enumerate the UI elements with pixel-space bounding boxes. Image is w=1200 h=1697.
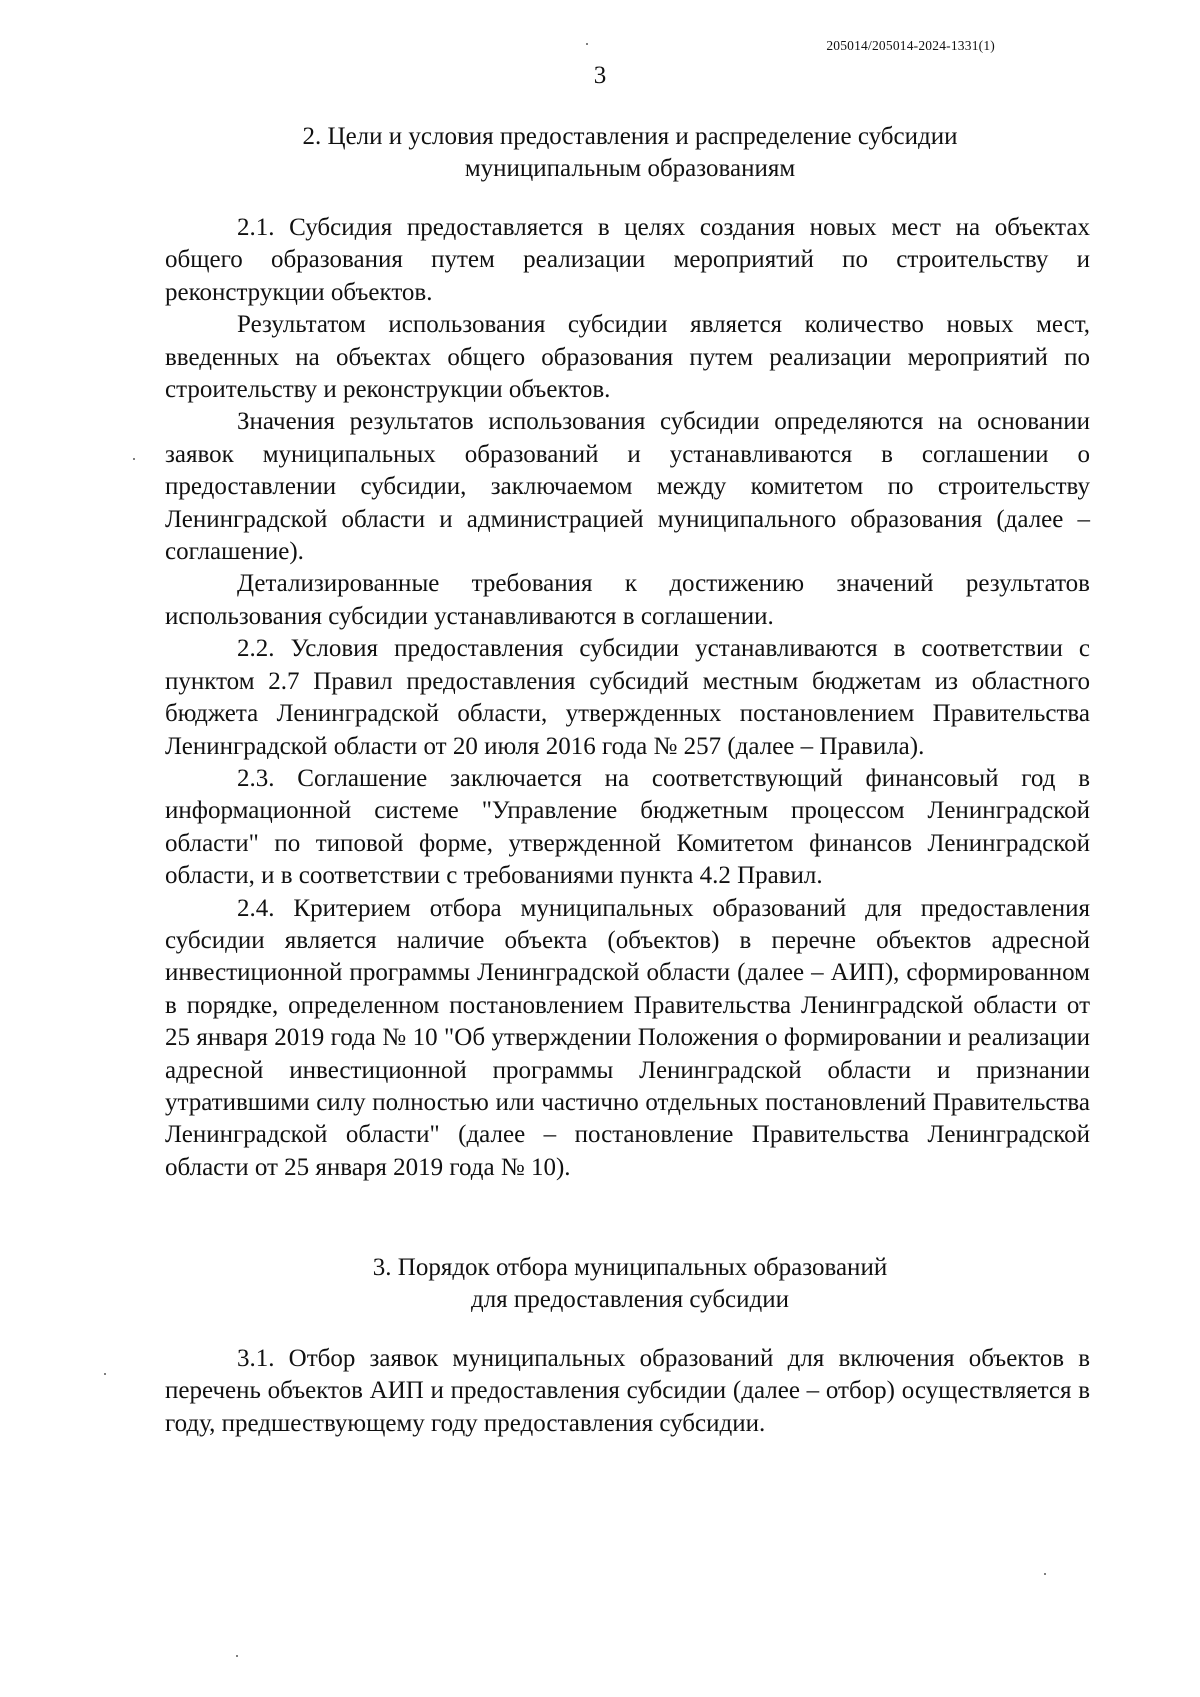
paragraph-result-values: Значения результатов использования субсидии определяются на основании заявок муниципальных образований и устанавливаются в соглашении о предоставлении субсидии, заключаемом между комитетом по строительству Ленинградской области и администрацией муниципального образования (далее – соглашение).	[165, 408, 1090, 566]
scan-speck	[133, 458, 135, 460]
section-2-heading	[170, 121, 1090, 185]
section-3-heading	[170, 1252, 1090, 1316]
document-id: 205014/205014-2024-1331(1)	[826, 38, 995, 53]
paragraph-2-2: 2.2. Условия предоставления субсидии устанавливаются в соответствии с пунктом 2.7 Правил предоставления субсидий местным бюджетам из областного бюджета Ленинградской области, утвержденных постановлением Правительства Ленинградской области от 20 июля 2016 года № 257 (далее – Правила).	[165, 635, 1090, 760]
scan-speck	[1044, 1573, 1046, 1575]
scan-speck	[236, 1655, 238, 1657]
section-3-heading-line-2: для предоставления субсидии	[470, 1286, 790, 1313]
section-2-heading-line-2: муниципальным образованиям	[464, 155, 796, 182]
paragraph-2-4: 2.4. Критерием отбора муниципальных образований для предоставления субсидии является наличие объекта (объектов) в перечне объектов адресной инвестиционной программы Ленинградской области (далее – АИП), сформированном в порядке, определенном постановлением Правительства Ленинградской области от 25 января 2019 года № 10 "Об утверждении Положения о формировании и реализации адресной инвестиционной программы Ленинградской области и признании утратившими силу полностью или частично отдельных постановлений Правительства Ленинградской области" (далее – постановление Правительства Ленинградской области от 25 января 2019 года № 10).	[165, 894, 1090, 1181]
section-3-heading-line-1: 3. Порядок отбора муниципальных образований	[372, 1254, 888, 1281]
section-3-body	[165, 1343, 1090, 1440]
scan-speck	[104, 1373, 106, 1375]
paragraph-3-1: 3.1. Отбор заявок муниципальных образований для включения объектов в перечень объектов АИП и предоставления субсидии (далее – отбор) осуществляется в году, предшествующему году предоставления субсидии.	[165, 1345, 1090, 1437]
paragraph-result: Результатом использования субсидии является количество новых мест, введенных на объектах общего образования путем реализации мероприятий по строительству и реконструкции объектов.	[165, 311, 1090, 404]
page-number: 3	[593, 62, 607, 89]
paragraph-detailed-requirements: Детализированные требования к достижению значений результатов использования субсидии устанавливаются в соглашении.	[165, 570, 1090, 630]
section-2-body	[165, 212, 1090, 1184]
paragraph-2-1: 2.1. Субсидия предоставляется в целях создания новых мест на объектах общего образования путем реализации мероприятий по строительству и реконструкции объектов.	[165, 214, 1090, 306]
section-2-heading-line-1: 2. Цели и условия предоставления и распределение субсидии	[302, 123, 958, 150]
scan-speck	[586, 43, 588, 45]
paragraph-2-3: 2.3. Соглашение заключается на соответствующий финансовый год в информационной системе "Управление бюджетным процессом Ленинградской области" по типовой форме, утвержденной Комитетом финансов Ленинградской области, и в соответствии с требованиями пункта 4.2 Правил.	[165, 764, 1090, 890]
